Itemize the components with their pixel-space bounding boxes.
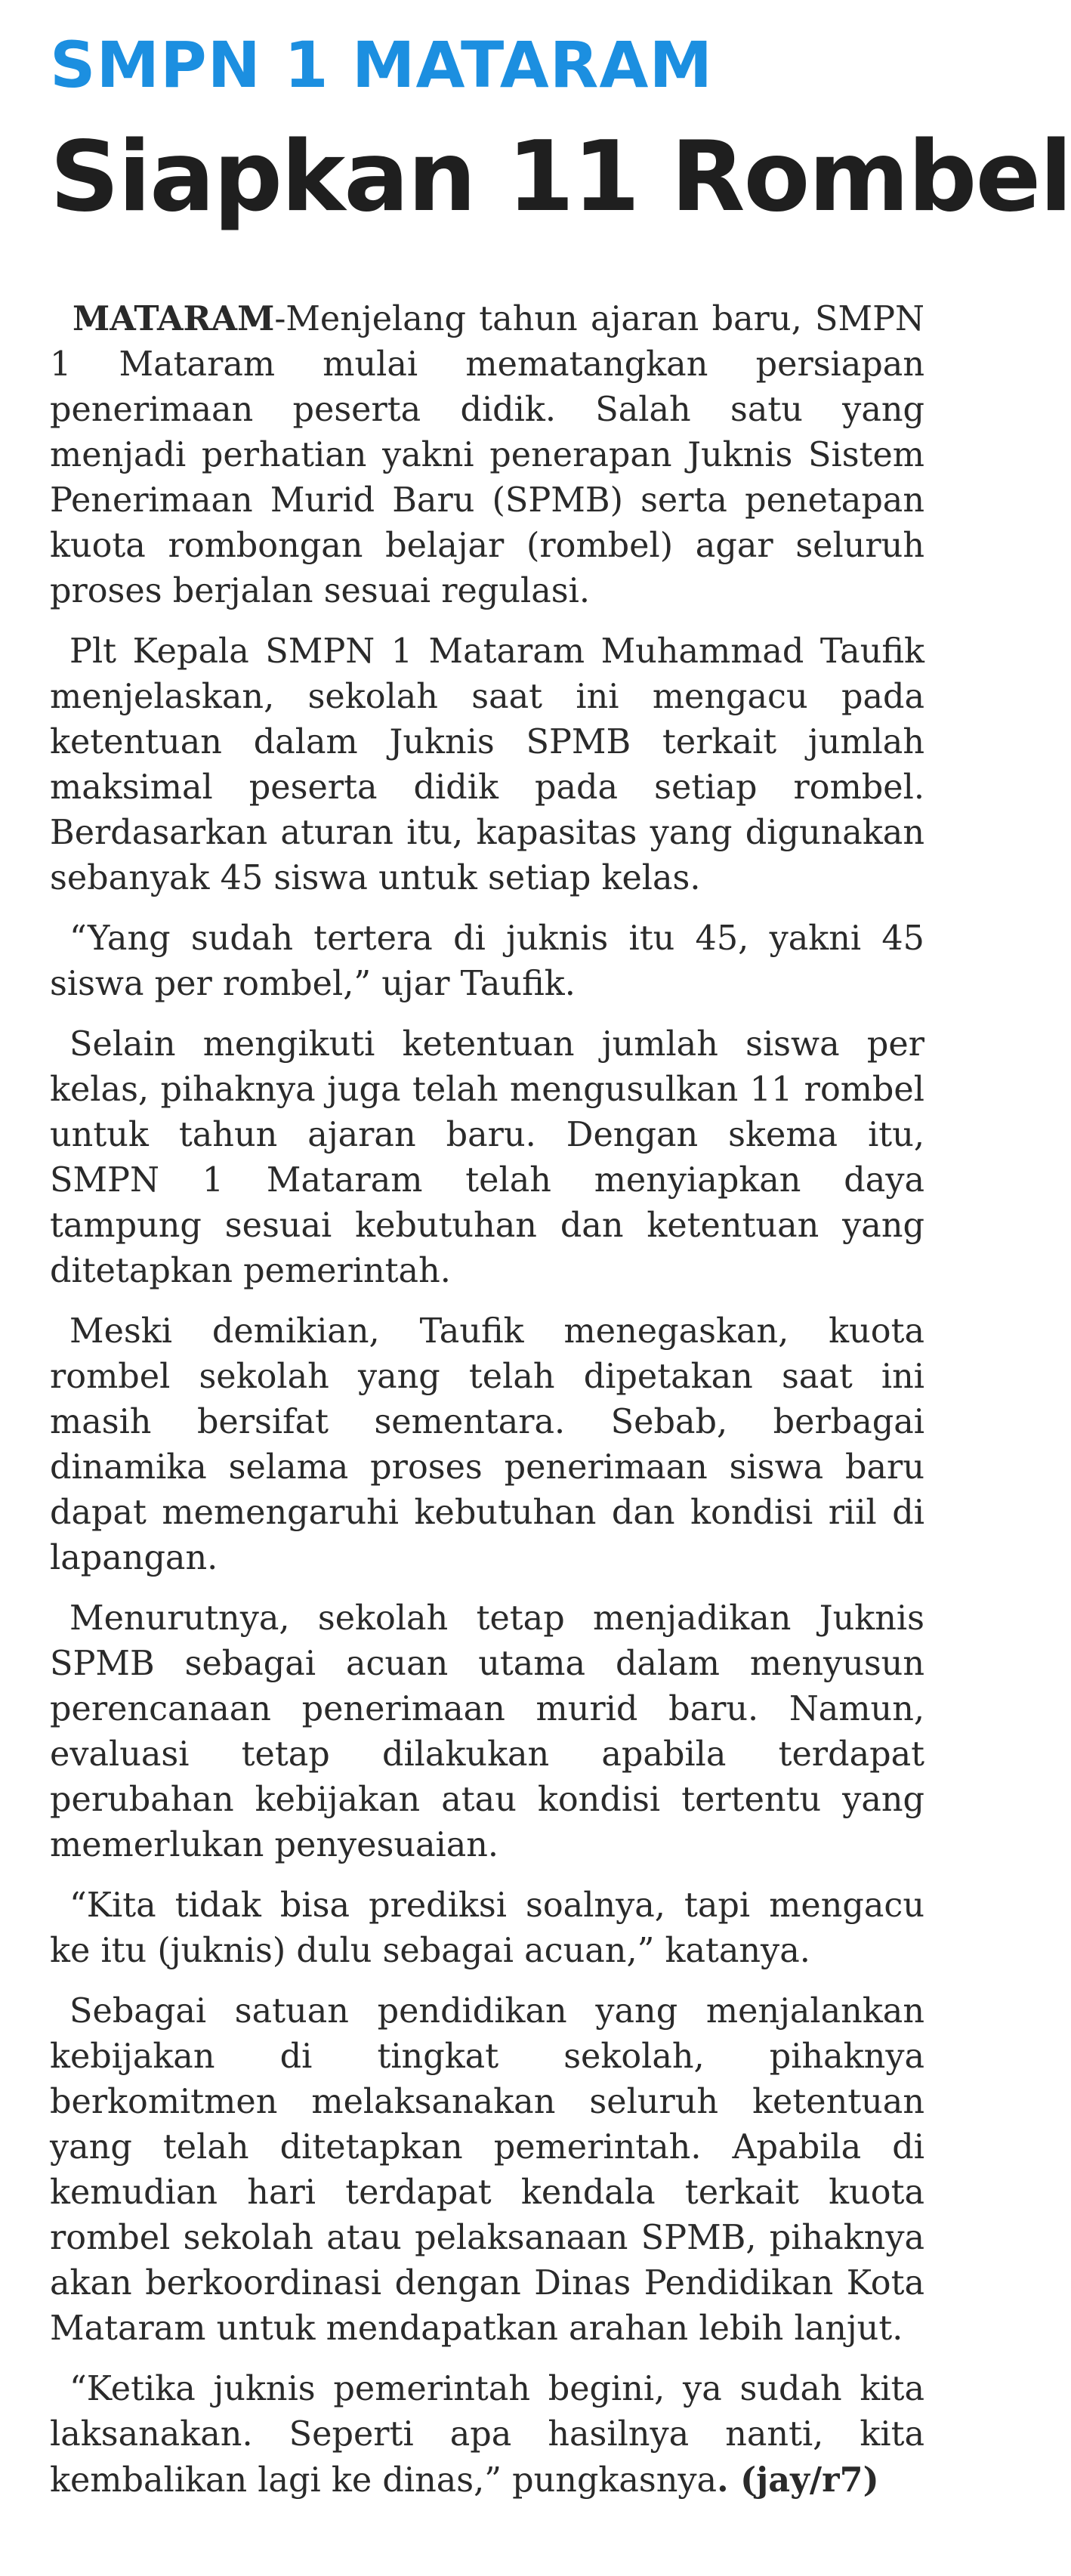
- author-signoff: . (jay/r7): [717, 2460, 879, 2500]
- article-paragraph: Plt Kepala SMPN 1 Mataram Muhammad Taufik menjelaskan, sekolah saat ini mengacu pada ketentuan dalam Juknis SPMB terkait jumlah maksimal peserta didik pada setiap rombel. Berdasarkan aturan itu, kapasitas yang digunakan sebanyak 45 siswa untuk setiap kelas.: [50, 632, 924, 897]
- paragraph-text: -Menjelang tahun ajaran baru, SMPN 1 Mataram mulai mematangkan persiapan penerimaan peserta didik. Salah satu yang menjadi perhatian yakni penerapan Juknis Sistem Penerimaan Murid Baru (SPMB) serta penetapan kuota rombongan belajar (rombel) agar seluruh proses berjalan sesuai regulasi.: [50, 300, 924, 610]
- article-paragraph: Selain mengikuti ketentuan jumlah siswa per kelas, pihaknya juga telah mengusulkan 11 rombel untuk tahun ajaran baru. Dengan skema itu, SMPN 1 Mataram telah menyiapkan daya tampung sesuai kebutuhan dan ketentuan yang ditetapkan pemerintah.: [50, 1025, 924, 1290]
- article-paragraph: Meski demikian, Taufik menegaskan, kuota rombel sekolah yang telah dipetakan saat ini masih bersifat sementara. Sebab, berbagai dinamika selama proses penerimaan siswa baru dapat memengaruhi kebutuhan dan kondisi riil di lapangan.: [50, 1312, 924, 1577]
- article-paragraph: [50, 2367, 924, 2503]
- article-paragraph: Sebagai satuan pendidikan yang menjalankan kebijakan di tingkat sekolah, pihaknya berkomitmen melaksanakan seluruh ketentuan yang telah ditetapkan pemerintah. Apabila di kemudian hari terdapat kendala terkait kuota rombel sekolah atau pelaksanaan SPMB, pihaknya akan berkoordinasi dengan Dinas Pendidikan Kota Mataram untuk mendapatkan arahan lebih lanjut.: [50, 1992, 924, 2348]
- dateline: MATARAM: [73, 299, 275, 338]
- paragraph-text: “Ketika juknis pemerintah begini, ya sudah kita laksanakan. Seperti apa hasilnya nanti, kita kembalikan lagi ke dinas,” pungkasnya: [50, 2370, 924, 2500]
- article-paragraph: “Kita tidak bisa prediksi soalnya, tapi mengacu ke itu (juknis) dulu sebagai acuan,” katanya.: [50, 1886, 924, 1970]
- article-headline: Siapkan 11 Rombel: [50, 121, 1071, 233]
- article-paragraph: [50, 296, 924, 614]
- section-rubric: SMPN 1 MATARAM: [50, 28, 714, 102]
- article-body: [50, 296, 924, 2503]
- article-paragraph: Menurutnya, sekolah tetap menjadikan Juknis SPMB sebagai acuan utama dalam menyusun perencanaan penerimaan murid baru. Namun, evaluasi tetap dilakukan apabila terdapat perubahan kebijakan atau kondisi tertentu yang memerlukan penyesuaian.: [50, 1599, 924, 1864]
- article-paragraph: “Yang sudah tertera di juknis itu 45, yakni 45 siswa per rombel,” ujar Taufik.: [50, 919, 924, 1003]
